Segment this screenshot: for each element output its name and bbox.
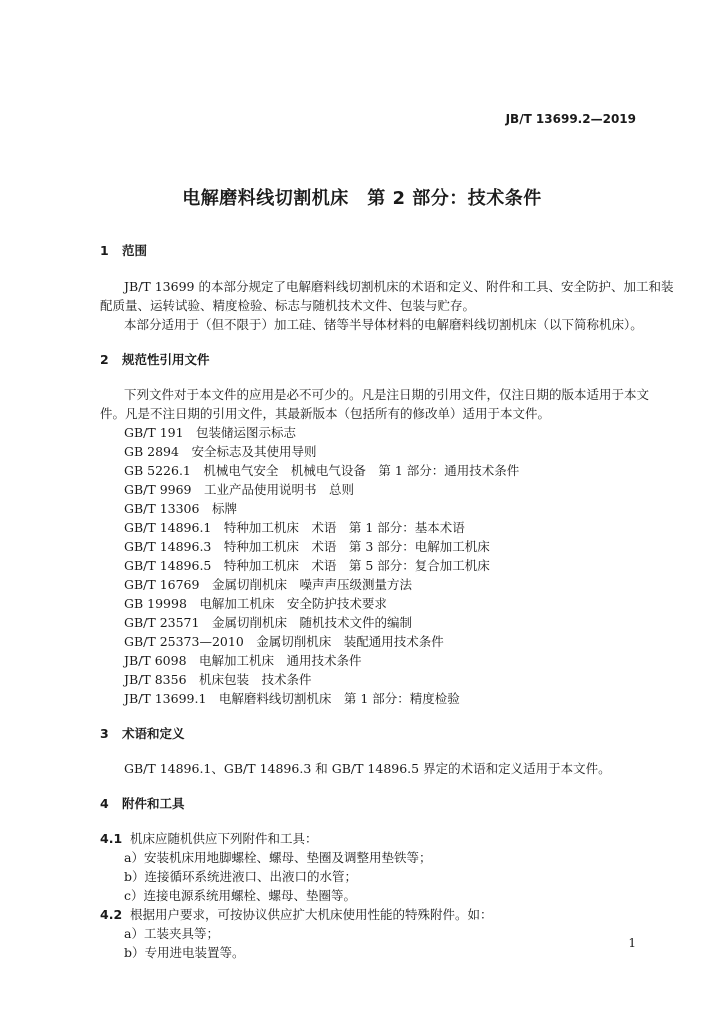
terms-paragraph: GB/T 14896.1、GB/T 14896.3 和 GB/T 14896.5 界定的术语和定义适用于本文件。 bbox=[124, 761, 611, 776]
reference-item: JB/T 6098 电解加工机床 通用技术条件 bbox=[124, 653, 362, 668]
clause-number: 4.1 bbox=[100, 831, 123, 846]
standard-id-header: JB/T 13699.2—2019 bbox=[505, 112, 636, 126]
reference-item: GB/T 9969 工业产品使用说明书 总则 bbox=[124, 482, 355, 497]
reference-item: GB/T 25373—2010 金属切削机床 装配通用技术条件 bbox=[124, 634, 444, 649]
scope-paragraph-line-2: 配质量、运转试验、精度检验、标志与随机技术文件、包装与贮存。 bbox=[100, 298, 476, 313]
section-2-heading bbox=[100, 350, 210, 368]
section-title: 术语和定义 bbox=[122, 726, 185, 741]
reference-item: GB 2894 安全标志及其使用导则 bbox=[124, 444, 317, 459]
section-3-heading bbox=[100, 724, 185, 742]
references-intro-line-2: 件。凡是不注日期的引用文件，其最新版本（包括所有的修改单）适用于本文件。 bbox=[100, 406, 551, 421]
list-item: a）工装夹具等； bbox=[124, 926, 219, 941]
list-item: a）安装机床用地脚螺栓、螺母、垫圈及调整用垫铁等； bbox=[124, 850, 432, 865]
section-title: 范围 bbox=[122, 243, 148, 258]
page-number: 1 bbox=[628, 936, 636, 950]
section-number: 4 bbox=[100, 796, 109, 811]
reference-item: GB 5226.1 机械电气安全 机械电气设备 第 1 部分：通用技术条件 bbox=[124, 463, 520, 478]
reference-item: GB/T 14896.1 特种加工机床 术语 第 1 部分：基本术语 bbox=[124, 520, 465, 535]
reference-item: GB/T 14896.5 特种加工机床 术语 第 5 部分：复合加工机床 bbox=[124, 558, 490, 573]
reference-item: JB/T 13699.1 电解磨料线切割机床 第 1 部分：精度检验 bbox=[124, 691, 460, 706]
clause-number: 4.2 bbox=[100, 907, 123, 922]
references-intro-line-1: 下列文件对于本文件的应用是必不可少的。凡是注日期的引用文件，仅注日期的版本适用于本文 bbox=[124, 387, 650, 402]
section-number: 2 bbox=[100, 352, 109, 367]
list-item: b）专用进电装置等。 bbox=[124, 945, 245, 960]
clause-text: 机床应随机供应下列附件和工具： bbox=[130, 831, 318, 846]
section-number: 3 bbox=[100, 726, 109, 741]
reference-item: GB/T 191 包装储运图示标志 bbox=[124, 425, 297, 440]
document-title: 电解磨料线切割机床 第 2 部分：技术条件 bbox=[182, 188, 542, 209]
list-item: c）连接电源系统用螺栓、螺母、垫圈等。 bbox=[124, 888, 357, 903]
section-title: 规范性引用文件 bbox=[122, 352, 210, 367]
reference-item: GB/T 23571 金属切削机床 随机技术文件的编制 bbox=[124, 615, 412, 630]
reference-item: GB/T 14896.3 特种加工机床 术语 第 3 部分：电解加工机床 bbox=[124, 539, 490, 554]
clause-text: 根据用户要求，可按协议供应扩大机床使用性能的特殊附件。如： bbox=[130, 907, 493, 922]
section-4-heading bbox=[100, 794, 185, 812]
reference-item: JB/T 8356 机床包装 技术条件 bbox=[124, 672, 312, 687]
clause-4-1 bbox=[100, 829, 318, 847]
list-item: b）连接循环系统进液口、出液口的水管； bbox=[124, 869, 358, 884]
section-1-heading bbox=[100, 241, 147, 259]
scope-paragraph-2: 本部分适用于（但不限于）加工硅、锗等半导体材料的电解磨料线切割机床（以下简称机床）。 bbox=[124, 317, 643, 332]
section-title: 附件和工具 bbox=[122, 796, 185, 811]
reference-item: GB 19998 电解加工机床 安全防护技术要求 bbox=[124, 596, 387, 611]
reference-item: GB/T 13306 标牌 bbox=[124, 501, 237, 516]
reference-item: GB/T 16769 金属切削机床 噪声声压级测量方法 bbox=[124, 577, 412, 592]
clause-4-2 bbox=[100, 905, 493, 923]
scope-paragraph-line-1: JB/T 13699 的本部分规定了电解磨料线切割机床的术语和定义、附件和工具、安全防护、加工和装 bbox=[124, 279, 674, 294]
section-number: 1 bbox=[100, 243, 109, 258]
